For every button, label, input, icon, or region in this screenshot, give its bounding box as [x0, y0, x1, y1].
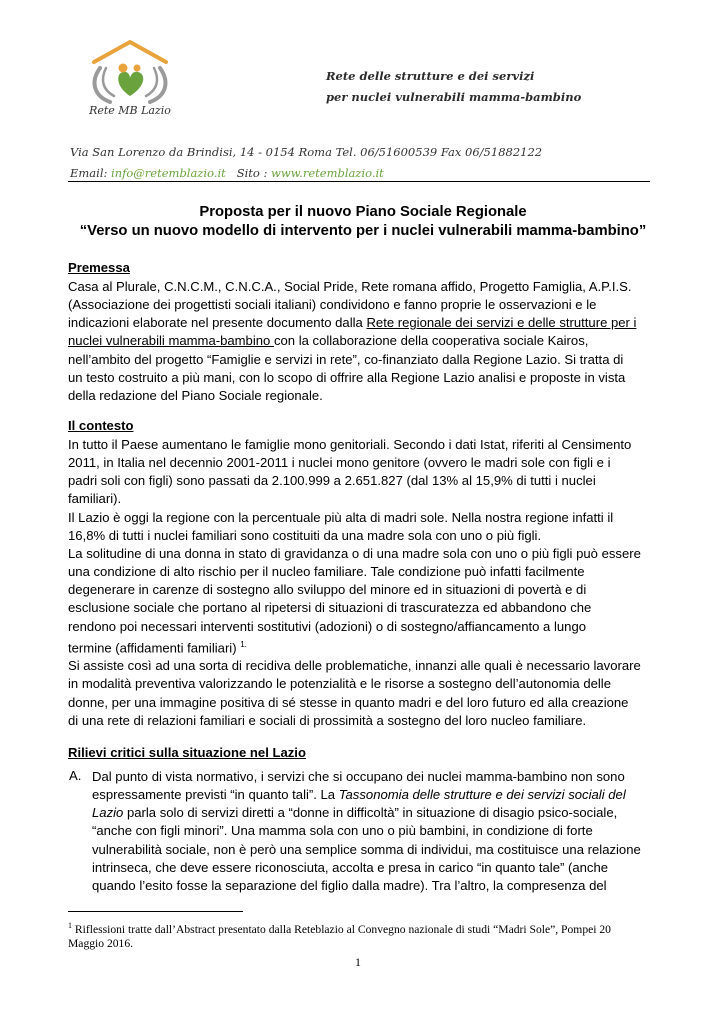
text-line: [92, 804, 656, 822]
text-line: Il Lazio è oggi la regione con la percentuale più alta di madri sole. Nella nostra regione infatti il: [68, 509, 614, 525]
address-line: Via San Lorenzo da Brindisi, 14 - 0154 Roma Tel. 06/51600539 Fax 06/51882122: [70, 145, 543, 159]
network-name-cont: nuclei vulnerabili mamma-bambino: [68, 333, 274, 349]
text-line: donne, per una immagine positiva di sé stesse in quanto madri e del loro futuro ed alla creazione: [68, 694, 629, 710]
text-line: 16,8% di tutti i nuclei familiari sono costituiti da una madre sola con uno o più figli.: [68, 527, 542, 543]
email-label: Email:: [70, 166, 108, 180]
list-item-a: [92, 768, 656, 895]
text-line: intrinseca, che deve essere riconosciuta, accolta e presa in carico “in quanto tale” (anche: [92, 859, 609, 875]
text-line: un testo costruito a più mani, con lo scopo di offrire alla Regione Lazio analisi e proposte in vista: [68, 369, 626, 385]
contesto-paragraph: [68, 436, 656, 730]
footnote: [68, 919, 656, 951]
site-label: Sito :: [236, 166, 268, 180]
text-line: 2011, in Italia nel decennio 2001-2011 i nuclei mono genitore (ovvero le madri sole con figli e i: [68, 455, 611, 471]
text-line: rendono poi necessari interventi sostitutivi (adozioni) o di sostegno/affiancamento a lungo: [68, 618, 587, 634]
section-heading-premessa: Premessa: [68, 260, 130, 275]
document-subtitle: “Verso un nuovo modello di intervento per i nuclei vulnerabili mamma-bambino”: [79, 223, 647, 239]
italic-title-cont: Lazio: [92, 805, 124, 821]
text-line: in modalità preventiva valorizzando le potenzialità e le risorse a sostegno dell’autonomia delle: [68, 676, 611, 692]
text-line: Si assiste così ad una sorta di recidiva delle problematiche, innanzi alle quali è necessario lavorare: [68, 658, 641, 674]
text-line: vulnerabilità sociale, non è però una semplice somma di individui, ma costituisce una relazione: [92, 841, 641, 857]
page-number: 1: [355, 955, 361, 969]
text-line: (Associazione dei progettisti sociali italiani) condividono e fanno proprie le osservazioni e le: [68, 297, 597, 313]
section-heading-rilievi: Rilievi critici sulla situazione nel Lazio: [68, 745, 306, 760]
footnote-number: 1: [68, 921, 72, 930]
text-line: “anche con figli minori”. Una mamma sola con uno o più bambini, in condizione di forte: [92, 823, 593, 839]
document-title: Proposta per il nuovo Piano Sociale Regionale: [199, 204, 527, 220]
text-span: Riflessioni tratte dall’Abstract presentato dalla Reteblazio al Convegno nazionale di studi “Madri Sole”, Pompei 20: [74, 922, 611, 936]
text-line: [68, 314, 656, 332]
site-link[interactable]: www.retemblazio.it: [271, 166, 384, 180]
text-line: [68, 332, 656, 350]
text-span: termine (affidamenti familiari): [68, 640, 241, 656]
header-divider: [68, 181, 650, 182]
text-line: [68, 636, 656, 658]
org-line-1: Rete delle strutture e dei servizi: [326, 69, 535, 83]
list-marker: A.: [69, 768, 82, 783]
network-name: Rete regionale dei servizi e delle strutture per i: [366, 315, 637, 331]
footnote-ref[interactable]: 1.: [240, 639, 247, 649]
text-line: della redazione del Piano Sociale regionale.: [68, 387, 323, 403]
footnote-divider: [68, 911, 243, 912]
text-line: quando l’esito fosse la separazione del figlio dalla madre). Tra l’altro, la compresenza del: [92, 877, 607, 893]
text-line: esclusione sociale che portano al ripetersi di situazioni di trascuratezza ed abbandono che: [68, 600, 592, 616]
text-line: una condizione di alto rischio per il nucleo familiare. Tale condizione può infatti facilmente: [68, 564, 585, 580]
contact-line: [70, 166, 384, 180]
text-line: Casa al Plurale, C.N.C.M., C.N.C.A., Social Pride, Rete romana affido, Progetto Famiglia, A.P.I.S.: [68, 279, 632, 294]
text-line: familiari).: [68, 491, 122, 507]
text-span: con la collaborazione della cooperativa sociale Kairos,: [273, 333, 589, 349]
text-line: degenerare in carenze di sostegno allo sviluppo del minore ed in situazioni di povertà e di: [68, 582, 587, 598]
text-line: di una rete di relazioni familiari e sociali di prossimità a sostegno del loro nucleo familiare.: [68, 712, 587, 728]
text-line: Dal punto di vista normativo, i servizi che si occupano dei nuclei mamma-bambino non sono: [92, 769, 625, 784]
text-line: La solitudine di una donna in stato di gravidanza o di una madre sola con uno o più figli può essere: [68, 545, 641, 561]
text-span: espressamente previsti “in quanto tali”. La: [92, 787, 339, 803]
text-line: In tutto il Paese aumentano le famiglie mono genitoriali. Secondo i dati Istat, riferiti al Censimento: [68, 437, 632, 452]
section-heading-contesto: Il contesto: [68, 418, 134, 433]
text-line: padri soli con figli) sono passati da 2.100.999 a 2.651.827 (dal 13% al 15,9% di tutti i nuclei: [68, 473, 596, 489]
text-span: parla solo di servizi diretti a “donne in difficoltà” in situazione di disagio psico-sociale,: [123, 805, 618, 821]
org-header: [326, 66, 581, 108]
org-line-2: per nuclei vulnerabili mamma-bambino: [326, 90, 582, 104]
italic-title: Tassonomia delle strutture e dei servizi sociali del: [338, 787, 626, 803]
email-link[interactable]: info@retemblazio.it: [111, 166, 226, 180]
text-span: indicazioni elaborate nel presente documento dalla: [68, 315, 367, 331]
premessa-paragraph: [68, 278, 656, 405]
footnote-line: Maggio 2016.: [68, 936, 134, 950]
footnote-line: [68, 919, 656, 937]
logo-caption: Rete MB Lazio: [89, 104, 171, 117]
text-line: [92, 786, 656, 804]
text-line: nell’ambito del progetto “Famiglie e servizi in rete”, co-finanziato dalla Regione Lazio. Si tratta di: [68, 351, 624, 367]
